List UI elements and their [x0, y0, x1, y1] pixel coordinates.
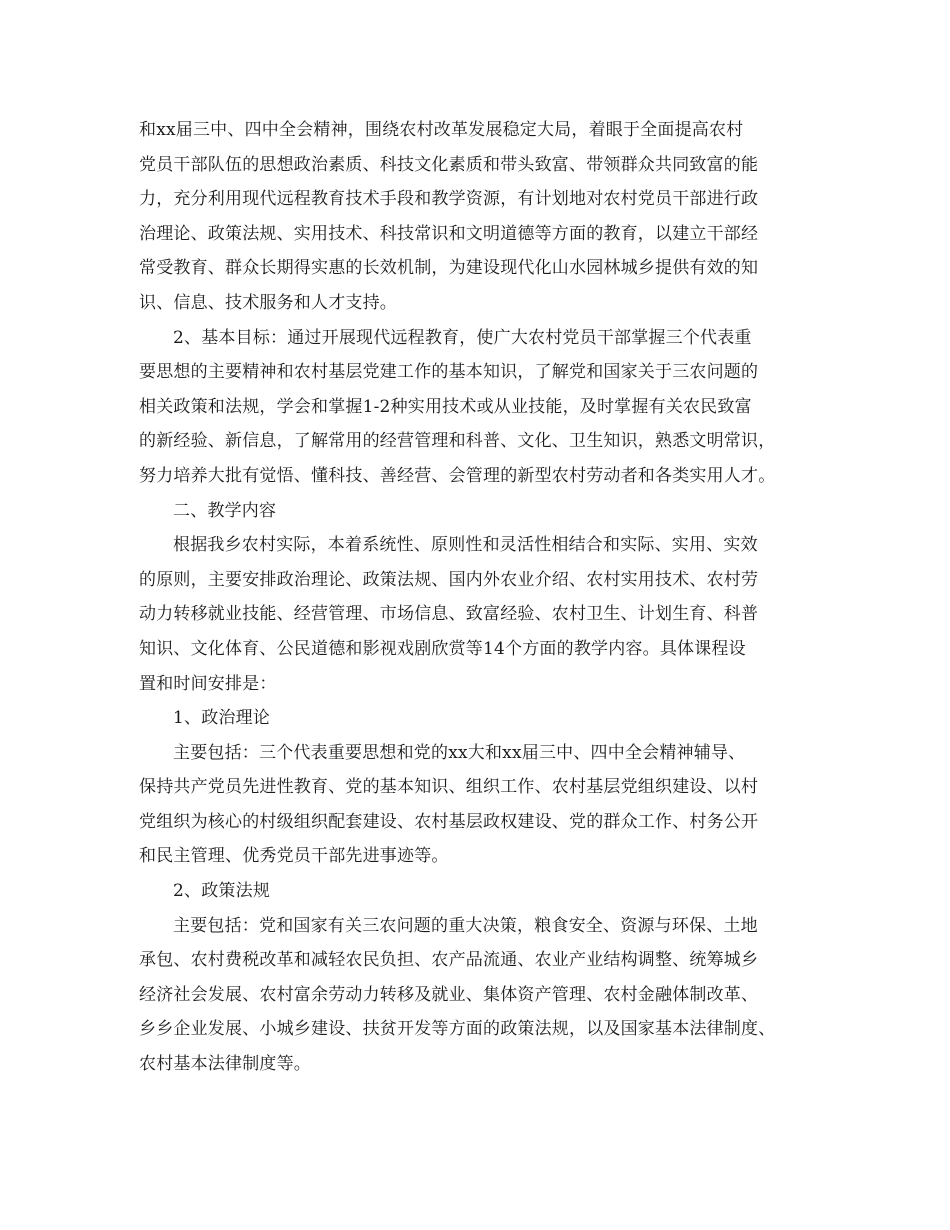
text-line: 经济社会发展、农村富余劳动力转移及就业、集体资产管理、农村金融体制改革、	[139, 984, 759, 1005]
text-line: 治理论、政策法规、实用技术、科技常识和文明道德等方面的教育，以建立干部经	[139, 223, 759, 244]
text-line: 2、政策法规	[173, 881, 271, 902]
text-line: 1、政治理论	[173, 708, 271, 729]
text-line: 主要包括：三个代表重要思想和党的xx大和xx届三中、四中全会精神辅导、	[173, 742, 746, 763]
text-line: 乡乡企业发展、小城乡建设、扶贫开发等方面的政策法规，以及国家基本法律制度、	[139, 1019, 776, 1040]
text-line: 置和时间安排是：	[139, 673, 277, 694]
text-line: 努力培养大批有觉悟、懂科技、善经营、会管理的新型农村劳动者和各类实用人才。	[139, 465, 776, 486]
text-line: 党组织为核心的村级组织配套建设、农村基层政权建设、党的群众工作、村务公开	[139, 811, 759, 832]
text-line: 2、基本目标：通过开展现代远程教育，使广大农村党员干部掌握三个代表重	[173, 327, 752, 348]
text-line: 常受教育、群众长期得实惠的长效机制，为建设现代化山水园林城乡提供有效的知	[139, 258, 759, 279]
text-line: 主要包括：党和国家有关三农问题的重大决策，粮食安全、资源与环保、土地	[173, 915, 758, 936]
text-line: 识、信息、技术服务和人才支持。	[139, 292, 397, 313]
text-line: 保持共产党员先进性教育、党的基本知识、组织工作、农村基层党组织建设、以村	[139, 777, 759, 798]
text-line: 的新经验、新信息，了解常用的经营管理和科普、文化、卫生知识，熟悉文明常识，	[139, 431, 776, 452]
text-line: 的原则，主要安排政治理论、政策法规、国内外农业介绍、农村实用技术、农村劳	[139, 569, 759, 590]
text-line: 动力转移就业技能、经营管理、市场信息、致富经验、农村卫生、计划生育、科普	[139, 604, 759, 625]
text-line: 力，充分利用现代远程教育技术手段和教学资源，有计划地对农村党员干部进行政	[139, 189, 759, 210]
text-line: 相关政策和法规，学会和掌握1-2种实用技术或从业技能，及时掌握有关农民致富	[139, 396, 752, 417]
text-line: 和xx届三中、四中全会精神，围绕农村改革发展稳定大局，着眼于全面提高农村	[139, 120, 744, 140]
text-line: 二、教学内容	[173, 500, 277, 521]
text-line: 和民主管理、优秀党员干部先进事迹等。	[139, 846, 449, 867]
text-line: 党员干部队伍的思想政治素质、科技文化素质和带头致富、带领群众共同致富的能	[139, 154, 759, 175]
text-line: 根据我乡农村实际，本着系统性、原则性和灵活性相结合和实际、实用、实效	[173, 535, 758, 556]
text-line: 要思想的主要精神和农村基层党建工作的基本知识，了解党和国家关于三农问题的	[139, 362, 759, 383]
text-line: 承包、农村费税改革和减轻农民负担、农产品流通、农业产业结构调整、统筹城乡	[139, 950, 759, 971]
text-line: 农村基本法律制度等。	[139, 1054, 311, 1075]
document-body	[139, 113, 829, 1082]
text-line: 知识、文化体育、公民道德和影视戏剧欣赏等14个方面的教学内容。具体课程设	[139, 638, 746, 659]
